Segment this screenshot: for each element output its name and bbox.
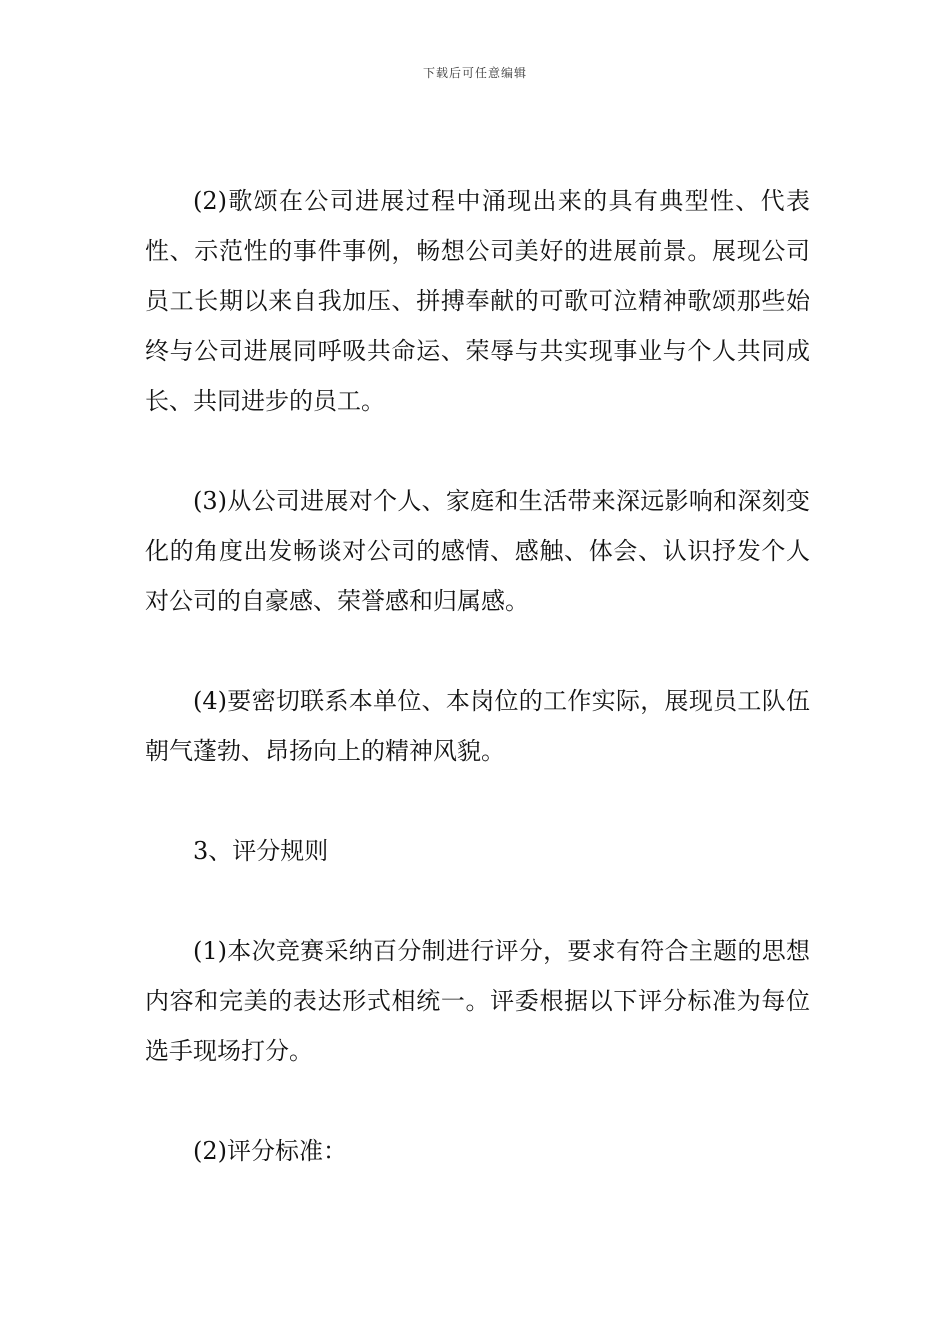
paragraph-scoring-2: (2)评分标准： <box>193 1137 347 1165</box>
page-header: 下载后可任意编辑 <box>422 66 527 80</box>
document-body <box>145 176 810 1176</box>
section-heading-scoring-rules: 3、评分规则 <box>193 837 329 865</box>
paragraph-scoring-1: (1)本次竞赛采纳百分制进行评分，要求有符合主题的思想内容和完美的表达形式相统一。评委根据以下评分标准为每位选手现场打分。 <box>145 937 810 1065</box>
paragraph-gap <box>145 426 810 476</box>
paragraph-topic-3: (3)从公司进展对个人、家庭和生活带来深远影响和深刻变化的角度出发畅谈对公司的感情、感触、体会、认识抒发个人对公司的自豪感、荣誉感和归属感。 <box>145 487 810 615</box>
paragraph-gap <box>145 1076 810 1126</box>
paragraph-gap <box>145 876 810 926</box>
paragraph-topic-2: (2)歌颂在公司进展过程中涌现出来的具有典型性、代表性、示范性的事件事例，畅想公司美好的进展前景。展现公司员工长期以来自我加压、拼搏奉献的可歌可泣精神歌颂那些始终与公司进展同呼吸共命运、荣辱与共实现事业与个人共同成长、共同进步的员工。 <box>145 187 810 415</box>
paragraph-gap <box>145 626 810 676</box>
paragraph-gap <box>145 776 810 826</box>
paragraph-topic-4: (4)要密切联系本单位、本岗位的工作实际，展现员工队伍朝气蓬勃、昂扬向上的精神风貌。 <box>145 687 810 765</box>
